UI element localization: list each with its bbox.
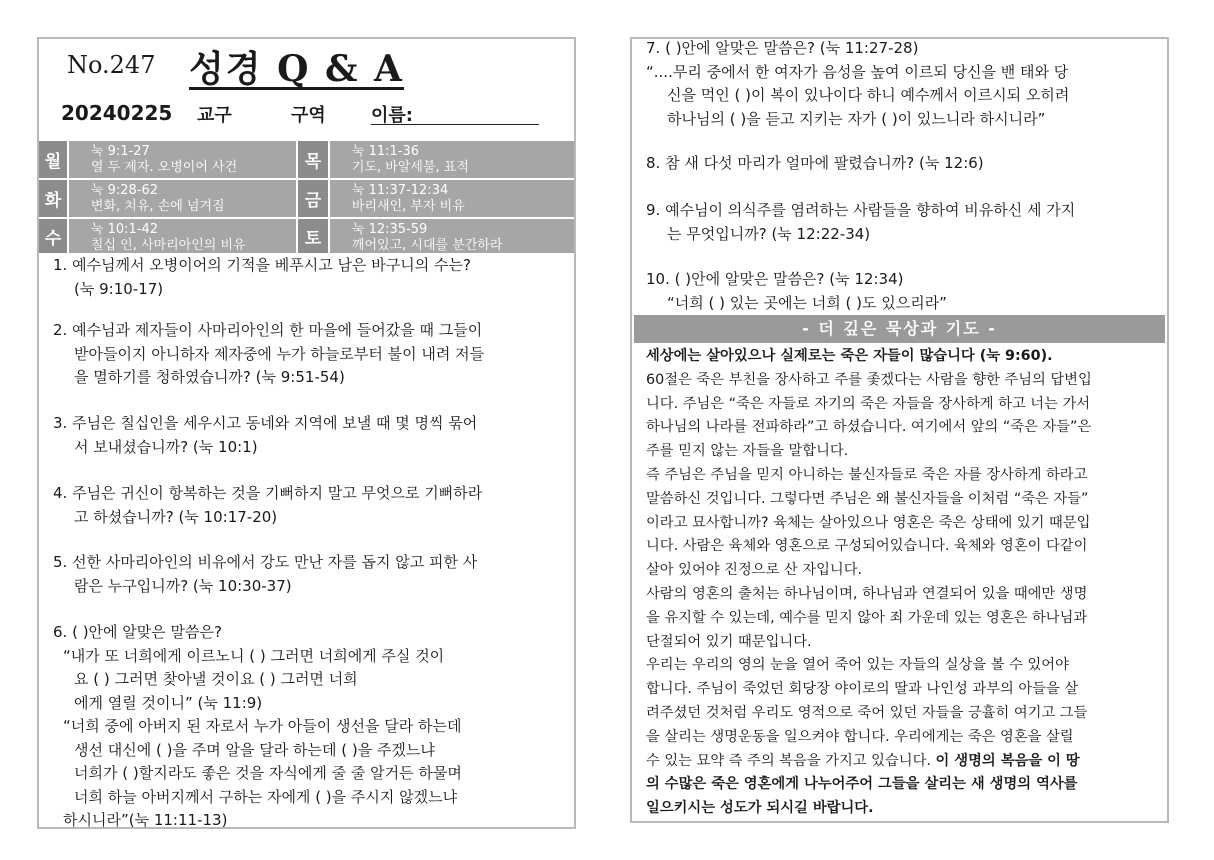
question-8: 8. 참 새 다섯 마리가 얼마에 팔렸습니까? (눅 12:6) [646,154,984,172]
meditation-body: 세상에는 살아있으나 실제로는 죽은 자들이 많습니다 (눅 9:60). 60절은 죽은 부친을 장사하고 주를 좇겠다는 사람을 향한 주님의 답변입 니다. 주님은 “죽은 자들로 자기의 죽은 자들을 장사하게 하고 너는 가서 하나님의 나라를 전파하라”고 하셨습니다. 여기에서 앞의 “죽은 자들”은 주를 믿지 않는 자들을 말합니다. 즉 주님은 주님을 믿지 아니하는 불신자들로 죽은 자를 장사하게 하라고 말씀하신 것입니다. 그렇다면 주님은 왜 불신자들을 이처럼 “죽은 자들” 이라고 묘사합니까? 육체는 살아있으나 영혼은 죽은 상태에 있기 때문입 니다. 사람은 육체와 영혼으로 구성되어있습니다. 육체와 영혼이 다같이 살아 있어야 진정으로 산 자입니다. 사람의 영혼의 출처는 하나님이며, 하나님과 연결되어 있을 때에만 생명 을 유지할 수 있는데, 예수를 믿지 않아 죄 가운데 있는 영혼은 하나님과 단절되어 있기 때문입니다. 우리는 우리의 영의 눈을 열어 죽어 있는 자들의 실상을 볼 수 있어야 합니다. 주님이 죽었던 회당장 야이로의 딸과 나인성 과부의 아들을 살 려주셨던 것처럼 우리도 영적으로 죽어 있던 자들을 긍휼히 여기고 그들 을 살리는 생명운동을 일으켜야 합니다. 우리에게는 죽은 영혼을 살릴 수 있는 묘약 즉 주의 복음을 가지고 있습니다. 이 생명의 복음을 이 땅 의 수많은 죽은 영혼에게 나누어주어 그들을 살리는 새 생명의 역사를 일으키시는 성도가 되시길 바랍니다. [646,345,1092,821]
reading-schedule [39,141,574,253]
schedule-row [39,219,574,253]
reading-ref: 눅 11:37-12:34 [351,183,449,198]
schedule-row [39,141,574,180]
day-label: 월 [39,141,69,178]
day-label: 수 [39,219,69,253]
reading-ref: 눅 12:35-59 [351,222,428,237]
day-label: 금 [298,180,330,217]
left-page [37,37,576,829]
name-label: 이름: [371,105,413,126]
right-page [630,37,1169,823]
reading-desc: 깨어있고, 시대를 분간하라 [351,238,503,253]
reading-ref: 눅 9:1-27 [90,144,150,159]
day-label: 목 [298,141,330,178]
reading-ref: 눅 10:1-42 [90,222,159,237]
day-label: 토 [298,219,330,253]
day-label: 화 [39,180,69,217]
question-1: 1. 예수님께서 오병이어의 기적을 베푸시고 남은 바구니의 수는? (눅 9:10-17) [53,256,471,298]
name-underline [371,124,539,125]
question-10: 10. ( )안에 알맞은 말씀은? (눅 12:34) “너희 ( ) 있는 곳에는 너희 ( )도 있으리라” [646,270,947,312]
page-title: 성경 Q & A [189,48,404,90]
reading-desc: 칠십 인, 사마리아인의 비유 [90,238,246,253]
reading-desc: 바리새인, 부자 비유 [351,199,465,214]
guyeok-label: 구역 [291,105,326,126]
reading-ref: 눅 11:1-36 [351,144,420,159]
meditation-title: 세상에는 살아있으나 실제로는 죽은 자들이 많습니다 (눅 9:60). [646,348,1053,364]
reading-desc: 변화, 치유, 손에 넘겨짐 [90,199,225,214]
reading-desc: 기도, 바알세불, 표적 [351,160,469,175]
question-4: 4. 주님은 귀신이 항복하는 것을 기뻐하지 말고 무엇으로 기뻐하라 고 하셨습니까? (눅 10:17-20) [53,484,483,526]
gyogu-label: 교구 [197,105,232,126]
question-9: 9. 예수님이 의식주를 염려하는 사람들을 향하여 비유하신 세 가지 는 무엇입니까? (눅 12:22-34) [646,201,1076,243]
schedule-row [39,180,574,219]
date: 20240225 [61,101,173,125]
question-7: 7. ( )안에 알맞은 말씀은? (눅 11:27-28) “....무리 중에서 한 여자가 음성을 높여 이르되 당신을 밴 태와 당 신을 먹인 ( )이 복이 있나이다 하니 예수께서 이르시되 오히려 하나님의 ( )을 듣고 지키는 자가 ( )이 있느니라 하시니라” [646,39,1070,128]
question-5: 5. 선한 사마리아인의 비유에서 강도 만난 자를 돕지 않고 피한 사 람은 누구입니까? (눅 10:30-37) [53,553,478,595]
question-3: 3. 주님은 칠십인을 세우시고 동네와 지역에 보낼 때 몇 명씩 묶어 서 보내셨습니까? (눅 10:1) [53,414,478,456]
meditation-heading: - 더 깊은 묵상과 기도 - [634,315,1165,343]
issue-number: No.247 [67,51,156,79]
reading-ref: 눅 9:28-62 [90,183,159,198]
reading-desc: 열 두 제자. 오병이어 사건 [90,160,238,175]
question-6: 6. ( )안에 알맞은 말씀은? “내가 또 너희에게 이르노니 ( ) 그러면 너희에게 주실 것이 요 ( ) 그러면 찾아낼 것이요 ( ) 그러면 너희 에게 열릴 것이니” (눅 11:9) “너희 중에 아버지 된 자로서 누가 아들이 생선을 달라 하는데 생선 대신에 ( )을 주며 알을 달라 하는데 ( )을 주겠느냐 너희가 ( )할지라도 좋은 것을 자식에게 줄 줄 알거든 하물며 너희 하늘 아버지께서 구하는 자에게 ( )을 주시지 않겠느냐 하시니라”(눅 11:11-13) [53,623,462,829]
question-2: 2. 예수님과 제자들이 사마리아인의 한 마을에 들어갔을 때 그들이 받아들이지 아니하자 제자중에 누가 하늘로부터 불이 내려 저들 을 멸하기를 청하였습니까? (눅 9:51-54) [53,321,485,386]
